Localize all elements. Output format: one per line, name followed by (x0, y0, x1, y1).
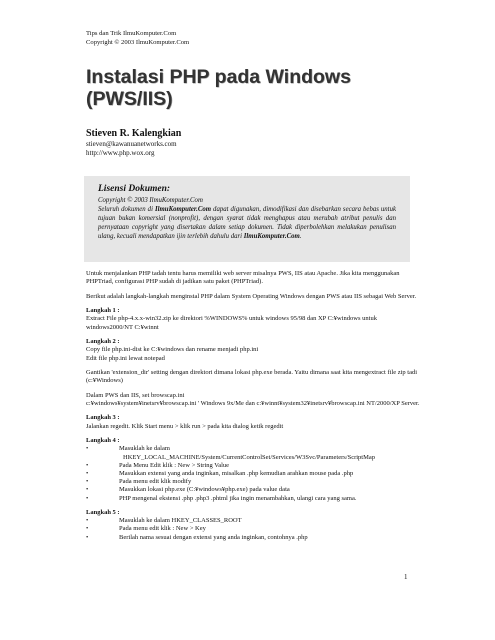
bullet-icon: • (86, 533, 89, 541)
step-5 (86, 509, 422, 542)
page-header (86, 29, 189, 47)
title-line-2: (PWS/IIS) (86, 88, 173, 110)
license-text-part-3: . (299, 233, 302, 240)
bullet-icon: • (86, 461, 89, 469)
license-text (98, 205, 396, 241)
step-5-item-3: Berilah nama sesuai dengan extensi yang anda inginkan, contohnya .php (119, 533, 308, 541)
step-4-item-2: Pada Menu Edit klik : New > String Value (119, 461, 230, 469)
step-4-item-5: Masukkan lokasi php.exe (C:¥windows¥php.exe) pada value data (119, 486, 290, 494)
bullet-icon: • (86, 486, 89, 494)
license-brand-1: IlmuKomputer.Com (154, 206, 212, 213)
list-item (86, 525, 422, 533)
bullet-icon: • (86, 525, 89, 533)
step-4-item-4: Pada menu edit klik modify (119, 478, 192, 486)
extension-dir-paragraph: Gantikan 'extension_dir' setting dengan direktori dimana lokasi php.exe berada. Yaitu dimana saat kita mengextract file zip tadi (c:¥Windows) (86, 369, 418, 385)
registry-key-path: HKEY_LOCAL_MACHINE/System/CurrentControlSet/Services/W3Svc/Parameters/ScriptMap (123, 453, 376, 461)
author-url[interactable]: http://www.php.wox.org (86, 149, 155, 157)
list-item (86, 495, 422, 503)
document-body (86, 270, 422, 542)
license-title: Lisensi Dokumen: (98, 184, 171, 194)
step-1-text: Extract File php-4.x.x-win32.zip ke direktori %WINDOWS% untuk windows 95/98 dan XP C:¥windows untuk windows2000/NT C:¥winnt (86, 315, 377, 331)
list-item-text (119, 445, 422, 461)
document-title (86, 66, 351, 110)
list-item (86, 462, 422, 470)
step-4-item-1: Masuklah ke dalam (119, 445, 170, 453)
list-item (86, 445, 422, 461)
license-copyright: Copyright © 2003 IlmuKomputer.Com (98, 197, 203, 204)
step-3-text: Jalankan regedit. Klik Start menu > klik run > pada kita dialog ketik regedit (86, 422, 284, 430)
step-3-label: Langkah 3 : (86, 414, 120, 422)
list-item (86, 486, 422, 494)
author-block (86, 128, 181, 158)
bullet-icon: • (86, 517, 89, 525)
header-line-2: Copyright © 2003 IlmuKomputer.Com (86, 39, 190, 46)
bullet-icon: • (86, 445, 89, 453)
step-2-line-1: Copy file php.ini-dist ke C:¥windows dan rename menjadi php.ini (86, 346, 259, 354)
browscap-paragraph: Dalam PWS dan IIS, set browscap.ini c:¥windows¥system¥inetsrv¥browscap.ini ' Windows 9x/Me dan c:¥winnt¥system32¥inetsrv¥browscap.ini NT/2000/XP Server. (86, 391, 420, 407)
step-1-label: Langkah 1 : (86, 307, 120, 315)
bullet-icon: • (86, 478, 89, 486)
step-5-label: Langkah 5 : (86, 509, 120, 517)
header-line-1: Tips dan Trik IlmuKomputer.Com (86, 30, 177, 37)
step-4-item-3: Masukkan extensi yang anda inginkan, misalkan .php kemudian arahkan mouse pada .php (119, 469, 354, 477)
step-1 (86, 307, 422, 332)
intro-paragraph-2: Berikut adalah langkah-langkah menginstal PHP dalam System Operating Windows dengan PWS atau IIS sebagai Web Server. (86, 292, 417, 300)
list-item (86, 534, 422, 542)
page-number: 1 (404, 573, 408, 581)
step-2 (86, 338, 422, 363)
intro-paragraph-1: Untuk menjalankan PHP tadah tentu harus memiliki web server misalnya PWS, IIS atau Apache. Jika kita menggunakan PHPTriad, configurasi PHP sudah di jadikan satu paket (PHPTriad). (86, 270, 400, 286)
bullet-icon: • (86, 469, 89, 477)
license-text-part-2: dapat digunakan, dimodifikasi dan disebarkan secara bebas untuk tujuan bukan komersial (nonprofit), dengan syarat tidak menghapus atau merubah atribut penulis dan pernyataan copyright yang disertakan dalam setiap dokumen. Tidak diperbolehkan melakukan penulisan ulang, kecuali mendapatkan ijin terlebih dahulu dari (98, 206, 396, 240)
step-4-item-6: PHP mengenal ekstensi .php .php3 .phtml jika ingin menambahkan, ulangi cara yang sama. (119, 494, 357, 502)
author-email[interactable]: stieven@kawanuanetworks.com (86, 140, 177, 148)
list-item (86, 517, 422, 525)
license-box (84, 176, 410, 262)
list-item (86, 478, 422, 486)
bullet-icon: • (86, 494, 89, 502)
title-line-1: Instalasi PHP pada Windows (86, 66, 351, 88)
license-text-part-1: Seluruh dokumen di (98, 206, 155, 213)
step-2-label: Langkah 2 : (86, 338, 120, 346)
license-brand-2: IlmuKomputer.Com (243, 233, 300, 240)
step-4 (86, 437, 422, 503)
step-2-line-2: Edit file php.ini lewat notepad (86, 354, 165, 362)
step-3 (86, 414, 422, 430)
step-5-item-2: Pada menu edit klik : New > Key (119, 525, 206, 533)
author-name: Stieven R. Kalengkian (86, 128, 182, 139)
list-item (86, 470, 422, 478)
step-4-label: Langkah 4 : (86, 437, 120, 445)
step-5-item-1: Masuklah ke dalam HKEY_CLASSES_ROOT (119, 517, 242, 525)
